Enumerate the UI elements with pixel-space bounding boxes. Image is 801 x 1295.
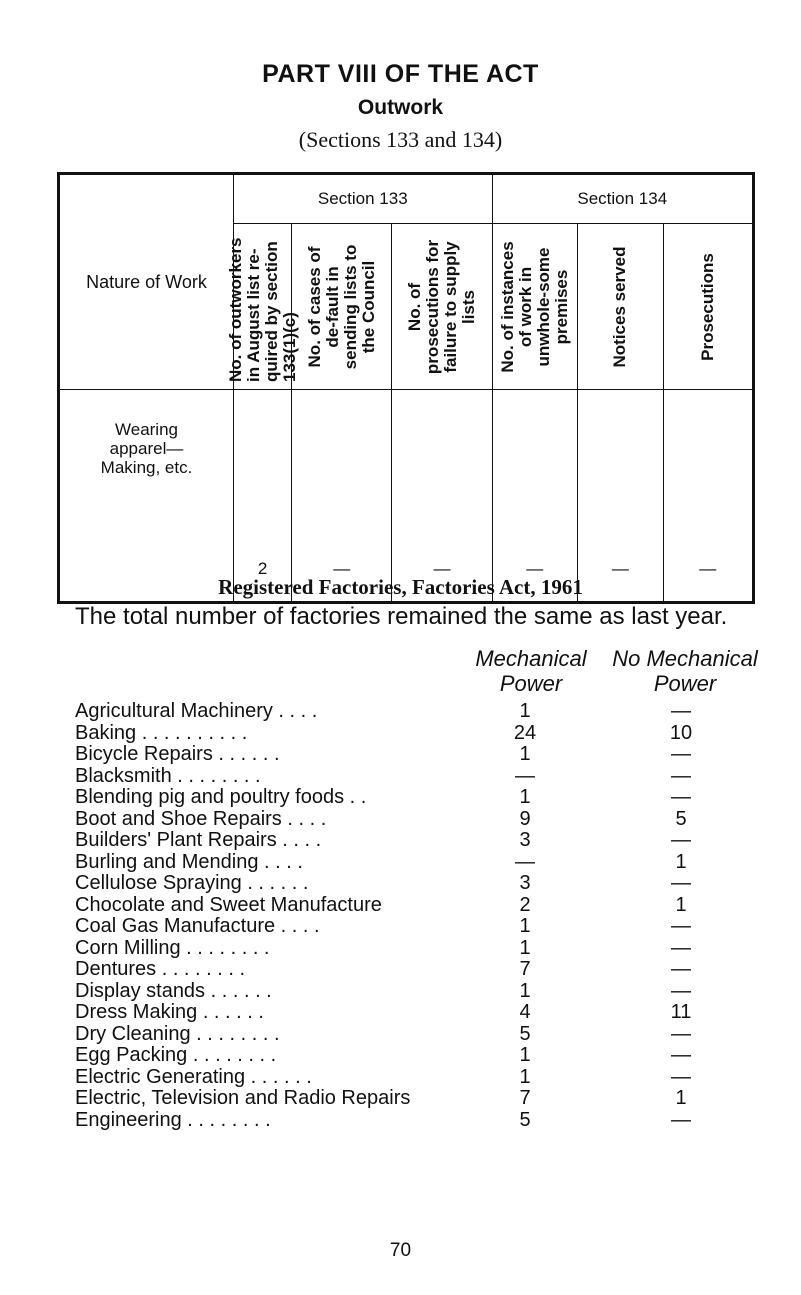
no-mechanical-power-value: — xyxy=(671,829,691,851)
no-mechanical-power-value: — xyxy=(671,1044,691,1066)
list-item xyxy=(75,958,775,980)
factory-name: Corn Milling . . . . . . . . xyxy=(75,936,270,959)
factory-name: Bicycle Repairs . . . . . . xyxy=(75,743,280,765)
list-item xyxy=(75,894,775,916)
factory-name: Electric Generating . . . . . . xyxy=(75,1065,312,1088)
list-item xyxy=(75,722,775,744)
mechanical-power-value: 1 xyxy=(519,1044,531,1066)
list-item xyxy=(75,851,775,873)
mechanical-power-value: 7 xyxy=(519,1087,531,1109)
factories-intro: The total number of factories remained the same as last year. xyxy=(75,603,728,630)
mechanical-power-value: 3 xyxy=(519,872,531,894)
factory-list xyxy=(75,700,775,1130)
table-cell: 2 xyxy=(234,390,292,603)
list-item xyxy=(75,1087,775,1109)
mechanical-power-header: Mechanical Power xyxy=(475,646,587,696)
factory-name: Cellulose Spraying . . . . . . xyxy=(75,872,309,894)
list-item xyxy=(75,915,775,937)
list-item xyxy=(75,1066,775,1088)
table-cell: — xyxy=(578,390,664,603)
mechanical-power-value: 5 xyxy=(519,1108,531,1131)
table-row xyxy=(59,390,754,603)
mechanical-power-value: 1 xyxy=(519,979,531,1002)
sections-subtitle: (Sections 133 and 134) xyxy=(298,127,503,152)
factory-name: Electric, Television and Radio Repairs xyxy=(75,1087,411,1109)
mechanical-power-value: 1 xyxy=(519,936,531,959)
mechanical-power-value: — xyxy=(515,764,535,787)
mechanical-power-value: 7 xyxy=(519,958,531,980)
no-mechanical-power-value: 5 xyxy=(675,807,687,830)
no-mechanical-power-header: No Mechanical Power xyxy=(612,646,758,696)
col-header-notices-served: Notices served xyxy=(578,224,664,390)
no-mechanical-power-value: — xyxy=(671,872,691,894)
col-header-prosecutions: Prosecutions xyxy=(663,224,753,390)
col-header-default-cases: No. of cases of de-fault in sending lists to the Council xyxy=(292,224,392,390)
mechanical-power-value: 1 xyxy=(519,915,531,937)
factory-name: Engineering . . . . . . . . xyxy=(75,1108,271,1131)
factory-name: Dress Making . . . . . . xyxy=(75,1001,264,1023)
page-number: 70 xyxy=(389,1240,412,1261)
no-mechanical-power-value: — xyxy=(671,743,691,765)
no-mechanical-power-value: — xyxy=(671,1022,691,1045)
mechanical-power-value: 5 xyxy=(519,1022,531,1045)
no-mechanical-power-value: — xyxy=(671,786,691,808)
list-item xyxy=(75,808,775,830)
no-mechanical-power-value: — xyxy=(671,700,691,722)
col-header-outworkers: No. of outworkers in August list re-quired by section 133(1)(c) xyxy=(234,224,292,390)
mechanical-power-value: 4 xyxy=(519,1001,531,1023)
list-item xyxy=(75,743,775,765)
factory-name: Egg Packing . . . . . . . . xyxy=(75,1044,277,1066)
no-mechanical-power-value: 11 xyxy=(670,1001,692,1023)
list-item xyxy=(75,937,775,959)
section-133-header: Section 133 xyxy=(234,174,493,224)
section-134-header: Section 134 xyxy=(492,174,753,224)
mechanical-power-value: 24 xyxy=(513,721,537,744)
list-item xyxy=(75,1044,775,1066)
col-header-prosecutions-lists: No. of prosecutions for failure to supply lists xyxy=(392,224,492,390)
outwork-table xyxy=(57,172,755,604)
list-item xyxy=(75,700,775,722)
factory-name: Boot and Shoe Repairs . . . . xyxy=(75,807,327,830)
list-item xyxy=(75,1001,775,1023)
list-item xyxy=(75,829,775,851)
no-mechanical-power-value: — xyxy=(671,979,691,1002)
mechanical-power-value: 1 xyxy=(519,700,531,722)
factory-name: Blacksmith . . . . . . . . xyxy=(75,764,261,787)
no-mechanical-power-value: — xyxy=(671,1065,691,1088)
factory-name: Baking . . . . . . . . . . xyxy=(75,721,248,744)
nature-of-work-header: Nature of Work xyxy=(59,174,234,390)
nature-cell: Wearing apparel— Making, etc. xyxy=(59,390,234,603)
factories-heading: Registered Factories, Factories Act, 1961 xyxy=(218,575,583,599)
factory-name: Display stands . . . . . . xyxy=(75,979,272,1002)
list-item xyxy=(75,786,775,808)
list-item xyxy=(75,1109,775,1131)
mechanical-power-value: 9 xyxy=(519,807,531,830)
factory-name: Dentures . . . . . . . . xyxy=(75,958,246,980)
no-mechanical-power-value: 1 xyxy=(675,1087,687,1109)
factory-name: Builders' Plant Repairs . . . . xyxy=(75,829,322,851)
mechanical-power-value: 1 xyxy=(519,743,531,765)
no-mechanical-power-value: — xyxy=(671,958,691,980)
mechanical-power-value: — xyxy=(515,850,535,873)
part-title: PART VIII OF THE ACT xyxy=(262,60,539,88)
factory-name: Agricultural Machinery . . . . xyxy=(75,700,318,722)
list-item xyxy=(75,872,775,894)
factory-name: Burling and Mending . . . . xyxy=(75,850,303,873)
no-mechanical-power-value: — xyxy=(671,764,691,787)
factory-name: Blending pig and poultry foods . . xyxy=(75,786,367,808)
subject-title: Outwork xyxy=(357,96,444,119)
table-cell: — xyxy=(663,390,753,603)
factory-name: Dry Cleaning . . . . . . . . xyxy=(75,1022,280,1045)
factory-name: Chocolate and Sweet Manufacture xyxy=(75,893,382,916)
no-mechanical-power-value: 1 xyxy=(675,893,687,916)
no-mechanical-power-value: — xyxy=(671,1108,691,1131)
list-item xyxy=(75,1023,775,1045)
factory-name: Coal Gas Manufacture . . . . xyxy=(75,915,320,937)
mechanical-power-value: 1 xyxy=(519,1065,531,1088)
no-mechanical-power-value: — xyxy=(671,915,691,937)
table-cell: — xyxy=(292,390,392,603)
no-mechanical-power-value: 10 xyxy=(669,721,693,744)
mechanical-power-value: 1 xyxy=(519,786,531,808)
list-item xyxy=(75,765,775,787)
list-item xyxy=(75,980,775,1002)
table-cell: — xyxy=(392,390,492,603)
table-cell: — xyxy=(492,390,578,603)
mechanical-power-value: 3 xyxy=(519,829,531,851)
col-header-unwholesome-premises: No. of instances of work in unwhole-some premises xyxy=(492,224,578,390)
mechanical-power-value: 2 xyxy=(519,893,531,916)
no-mechanical-power-value: — xyxy=(671,936,691,959)
no-mechanical-power-value: 1 xyxy=(675,850,687,873)
